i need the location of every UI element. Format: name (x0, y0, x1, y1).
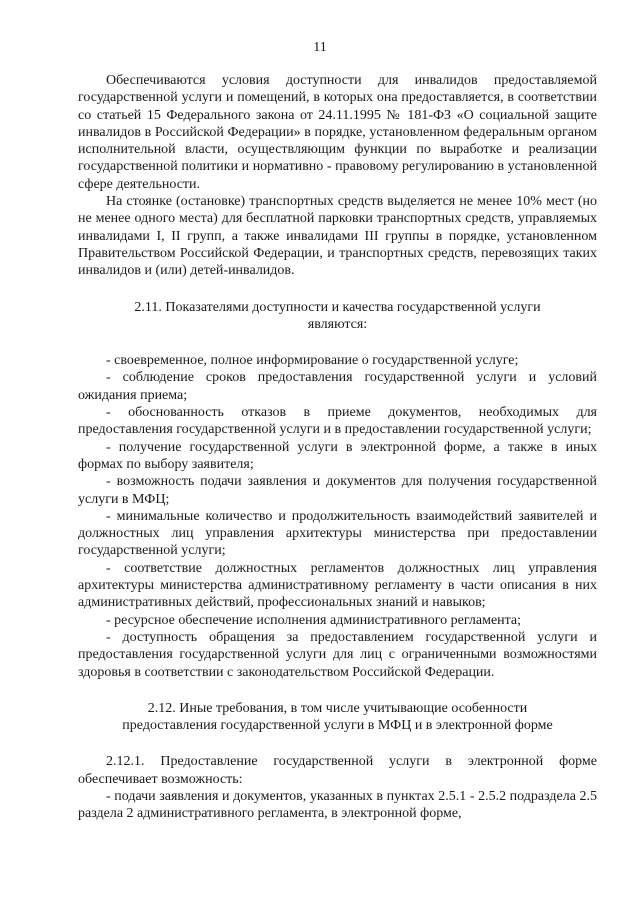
page-number: 11 (313, 40, 327, 55)
section-2-11-heading-line2: являются: (307, 316, 368, 332)
list-item: - ресурсное обеспечение исполнения административного регламента; (106, 612, 522, 628)
list-item: - возможность подачи заявления и документов для получения государственной услуги в МФЦ; (78, 474, 597, 507)
section-2-12-heading-line2: предоставления государственной услуги в МФЦ и в электронной форме (122, 718, 553, 734)
list-item: - соблюдение сроков предоставления государственной услуги и условий ожидания приема; (78, 370, 597, 403)
list-item: - обоснованность отказов в приеме документов, необходимых для предоставления государственной услуги и в предоставлении государственной услуги; (78, 405, 597, 438)
list-item: - получение государственной услуги в электронной форме, а также в иных формах по выбору заявителя; (78, 439, 597, 472)
list-item: - своевременное, полное информирование о государственной услуге; (106, 353, 519, 369)
subsection-2-12-1: 2.12.1. Предоставление государственной услуги в электронной форме обеспечивает возможность: (78, 754, 597, 787)
list-item: - соответствие должностных регламентов должностных лиц управления архитектуры министерства административному регламенту в части описания в них административных действий, профессиональных знаний и навыков; (78, 560, 597, 611)
list-item: - подачи заявления и документов, указанных в пунктах 2.5.1 - 2.5.2 подраздела 2.5 раздела 2 административного регламента, в электронной форме, (78, 788, 597, 822)
paragraph-parking: На стоянке (остановке) транспортных средств выделяется не менее 10% мест (но не менее одного места) для бесплатной парковки транспортных средств, управляемых инвалидами I, II групп, а также инвалидами III группы в порядке, установленном Правительством Российской Федерации, и транспортных средств, перевозящих таких инвалидов и (или) детей-инвалидов. (78, 194, 597, 279)
list-item: - минимальные количество и продолжительность взаимодействий заявителей и должностных лиц управления архитектуры министерства при предоставлении государственной услуги; (78, 508, 597, 559)
page-body (78, 72, 597, 823)
paragraph-accessibility-conditions: Обеспечиваются условия доступности для инвалидов предоставляемой государственной услуги и помещений, в которых она предоставляется, в соответствии со статьей 15 Федерального закона от 24.11.1995 № 181-ФЗ «О социальной защите инвалидов в Российской Федерации» в порядке, установленном федеральным органом исполнительной власти, осуществляющим функции по выработке и реализации государственной политики и нормативно - правовому регулированию в установленной сфере деятельности. (78, 73, 597, 192)
list-item: - доступность обращения за предоставлением государственной услуги и предоставления государственной услуги для лиц с ограниченными возможностями здоровья в соответствии с законодательством Российской Федерации. (78, 629, 597, 680)
section-2-12-heading-line1: 2.12. Иные требования, в том числе учитывающие особенности (147, 700, 528, 716)
section-2-11-heading-line1: 2.11. Показателями доступности и качества государственной услуги (134, 299, 541, 315)
